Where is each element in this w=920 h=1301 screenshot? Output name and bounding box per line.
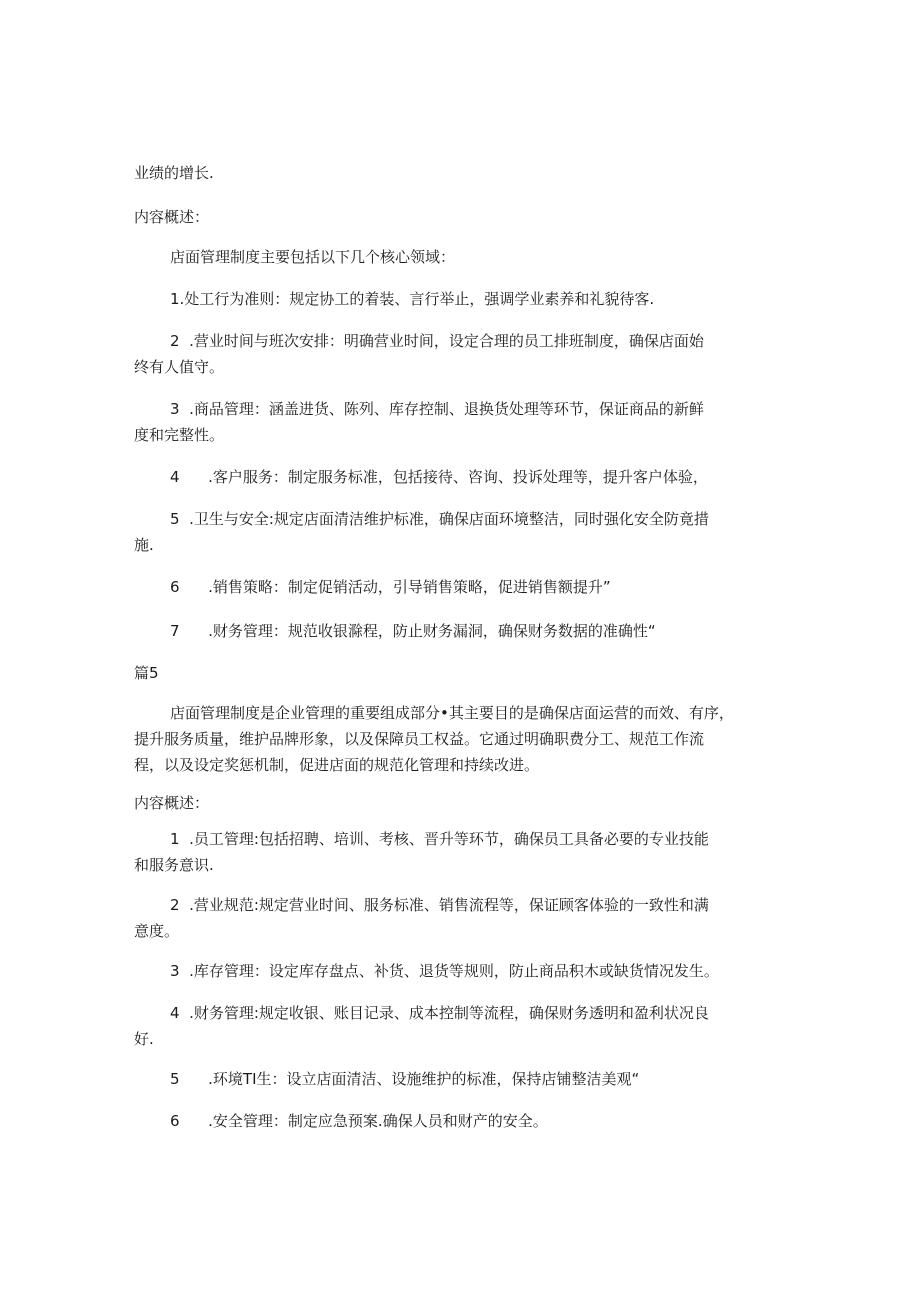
- section-heading: [134, 790, 794, 816]
- text-line: 店面管理制度主要包括以下几个核心领域：: [170, 248, 456, 266]
- text-line: 提升服务质量，维护品牌形象，以及保障员工权益。它通过明确职费分工、规范工作流: [134, 730, 705, 748]
- text-line: 2 .营业规范:规定营业时间、服务标准、销售流程等，保证顾客体验的一致性和满: [170, 896, 709, 914]
- list-item-7: [170, 618, 830, 644]
- section-heading: [134, 660, 794, 686]
- text-line: 程，以及设定奖惩机制，促进店面的规范化管理和持续改进。: [134, 756, 540, 774]
- list-item-6: [170, 574, 830, 600]
- list-item-5: [134, 506, 794, 558]
- text-line: 度和完整性。: [134, 426, 225, 444]
- list-item-m6: [170, 1108, 830, 1134]
- list-item-m5: [170, 1066, 830, 1092]
- list-item-m2: [134, 892, 794, 944]
- text-line: 和服务意识.: [134, 856, 214, 874]
- text-fragment: [134, 160, 794, 186]
- heading-text: 内容概述：: [134, 794, 210, 812]
- body-paragraph: [134, 700, 794, 778]
- text-line: 4 .财务管理:规定收银、账目记录、成本控制等流程，确保财务透明和盈利状况良: [170, 1004, 709, 1022]
- text-line: 1.处工行为准则：规定协工的着装、言行举止，强调学业素养和礼貌待客.: [170, 290, 655, 308]
- text-line: 好.: [134, 1030, 154, 1048]
- text-line: 店面管理制度是企业管理的重要组成部分•其主要目的是确保店面运营的而效、有序，: [170, 704, 734, 722]
- text-line: 3 .库存管理：设定库存盘点、补货、退货等规则，防止商品积木或缺货情况发生。: [170, 962, 719, 980]
- text-line: 终有人值守。: [134, 358, 225, 376]
- list-item-2: [134, 328, 794, 380]
- text-line: 5 .卫生与安全:规定店面清洁维护标准，确保店面环境整洁，同时强化安全防竟措: [170, 510, 709, 528]
- section-heading: [134, 204, 794, 230]
- text-line: 3 .商品管理：涵盖进货、陈列、库存控制、退换货处理等环节，保证商品的新鲜: [170, 400, 704, 418]
- list-item-3: [134, 396, 794, 448]
- text-line: 施.: [134, 536, 154, 554]
- text-line: 1 .员工管理:包括招聘、培训、考核、晋升等环节，确保员工具备必要的专业技能: [170, 830, 709, 848]
- text-line: 6 .安全管理：制定应急预案.确保人员和财产的安全。: [170, 1112, 548, 1130]
- text-line: 5 .环境TI生：设立店面清洁、设施维护的标准，保持店铺整洁美观“: [170, 1070, 640, 1088]
- list-item-m4: [134, 1000, 794, 1052]
- text-line: 7 .财务管理：规范收银滁程，防止财务漏洞，确保财务数据的准确性“: [170, 622, 656, 640]
- list-item-4: [170, 464, 830, 490]
- text-line: 6 .销售策略：制定促销活动，引导销售策略，促进销售额提升”: [170, 578, 611, 596]
- text-line: 业绩的增长.: [134, 164, 214, 182]
- text-line: 2 .营业时间与班次安排：明确营业时间，设定合理的员工排班制度，确保店面始: [170, 332, 704, 350]
- intro-paragraph: [170, 244, 830, 270]
- list-item-1: [170, 286, 830, 312]
- text-line: 意度。: [134, 922, 180, 940]
- text-line: 4 .客户服务：制定服务标准，包括接待、咨询、投诉处理等，提升客户体验，: [170, 468, 708, 486]
- heading-text: 篇5: [134, 664, 159, 682]
- heading-text: 内容概述：: [134, 208, 210, 226]
- list-item-m1: [134, 826, 794, 878]
- list-item-m3: [170, 958, 830, 984]
